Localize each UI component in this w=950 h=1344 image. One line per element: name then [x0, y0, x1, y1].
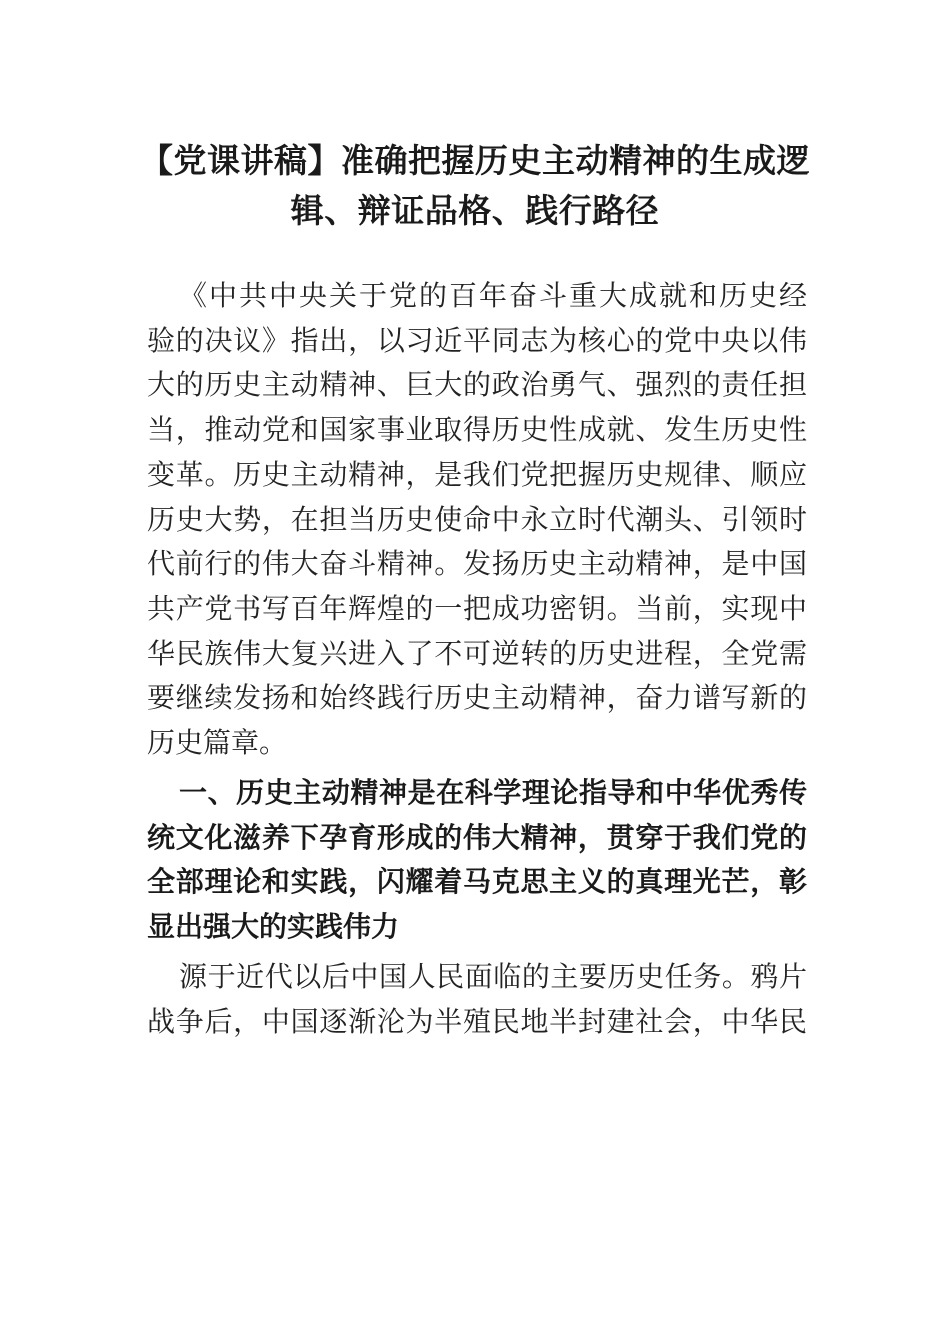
title-line: 【党课讲稿】准确把握历史主动精神的生成逻	[140, 141, 810, 180]
section-heading	[147, 771, 807, 950]
heading-line: 全部理论和实践，闪耀着马克思主义的真理光芒，彰	[147, 865, 807, 899]
document-title	[140, 136, 810, 236]
paragraph-line: 历史大势，在担当历史使命中永立时代潮头、引领时	[147, 502, 807, 536]
paragraph-line: 大的历史主动精神、巨大的政治勇气、强烈的责任担	[147, 368, 807, 402]
heading-line: 统文化滋养下孕育形成的伟大精神，贯穿于我们党的	[147, 820, 807, 854]
section-paragraph	[147, 955, 807, 1044]
paragraph-line: 历史篇章。	[147, 726, 288, 760]
paragraph-line: 代前行的伟大奋斗精神。发扬历史主动精神，是中国	[147, 547, 807, 581]
heading-line: 一、历史主动精神是在科学理论指导和中华优秀传	[179, 776, 807, 809]
heading-line: 显出强大的实践伟力	[147, 910, 400, 944]
paragraph-line: 战争后，中国逐渐沦为半殖民地半封建社会，中华民	[147, 1004, 807, 1038]
paragraph-line: 共产党书写百年辉煌的一把成功密钥。当前，实现中	[147, 591, 807, 625]
title-line: 辑、辩证品格、践行路径	[290, 191, 660, 230]
paragraph-line: 《中共中央关于党的百年奋斗重大成就和历史经	[179, 279, 807, 312]
paragraph-line: 验的决议》指出，以习近平同志为核心的党中央以伟	[147, 323, 807, 357]
paragraph-line: 变革。历史主动精神，是我们党把握历史规律、顺应	[147, 457, 807, 491]
paragraph-line: 要继续发扬和始终践行历史主动精神，奋力谱写新的	[147, 681, 807, 715]
paragraph-line: 源于近代以后中国人民面临的主要历史任务。鸦片	[179, 960, 807, 993]
paragraph-line: 华民族伟大复兴进入了不可逆转的历史进程，全党需	[147, 636, 807, 670]
intro-paragraph	[147, 274, 807, 766]
paragraph-line: 当，推动党和国家事业取得历史性成就、发生历史性	[147, 413, 807, 447]
